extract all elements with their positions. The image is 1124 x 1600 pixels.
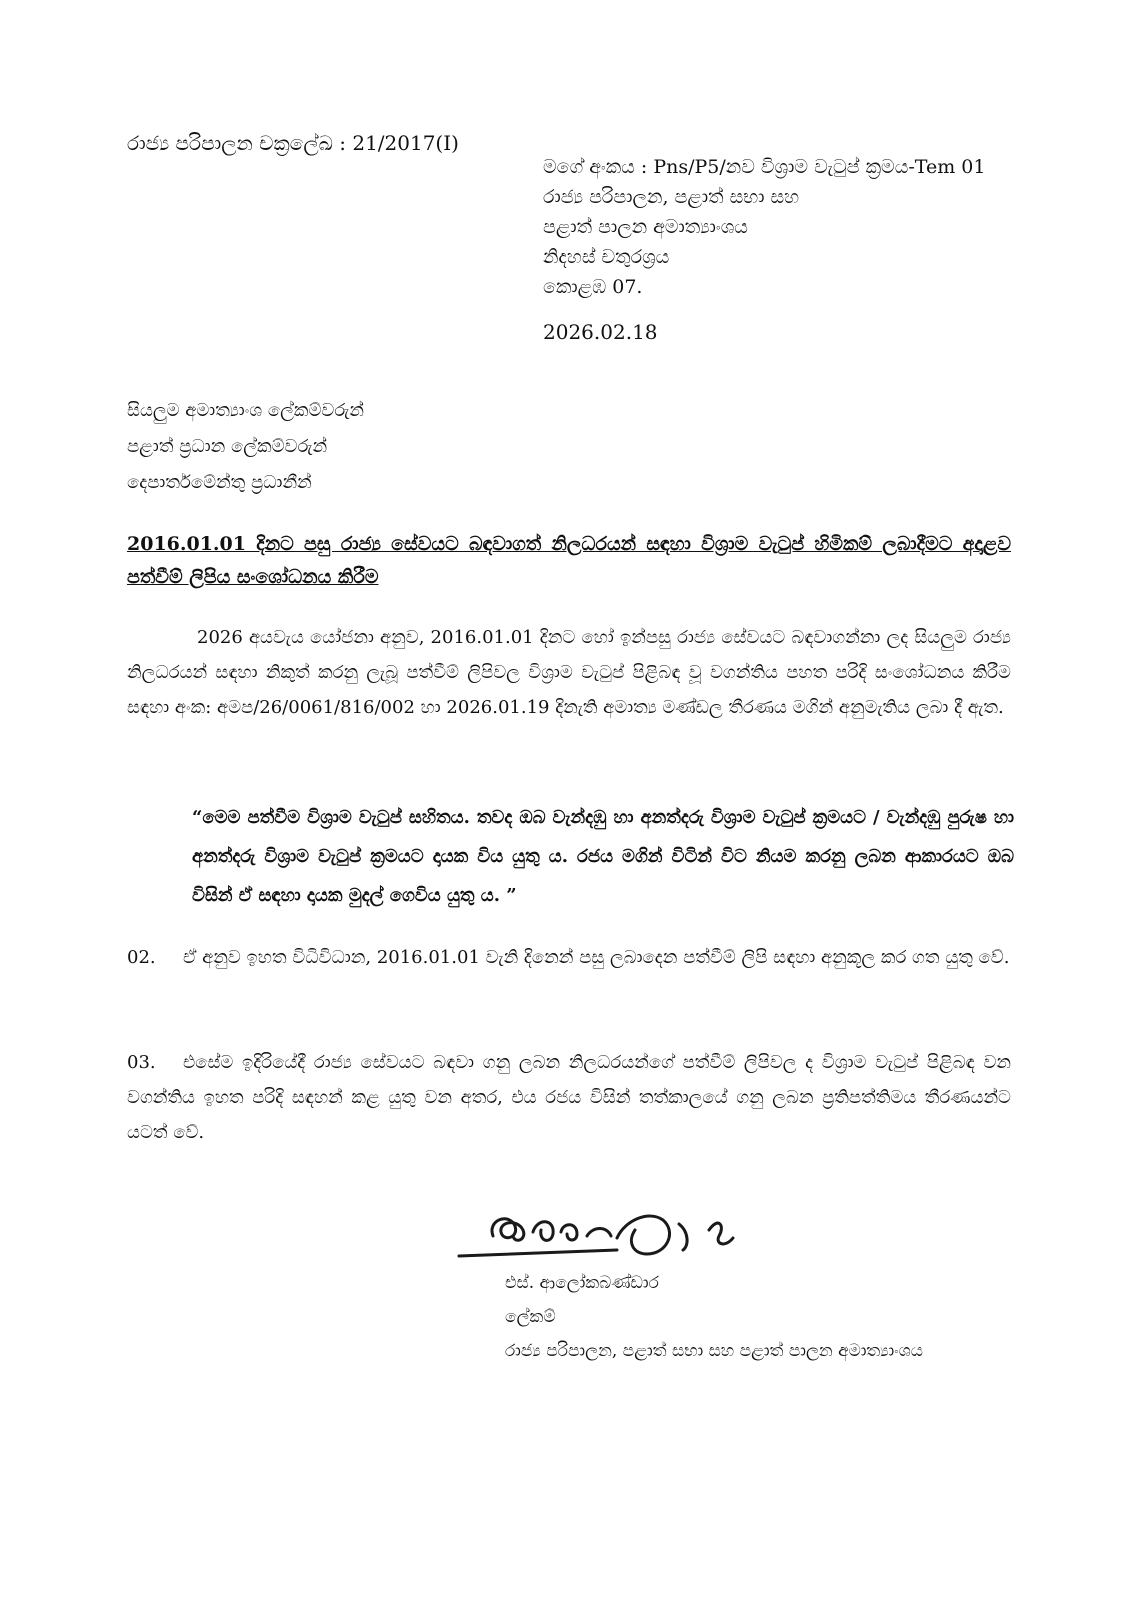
addressee: පළාත් ප්‍රධාන ලේකම්වරුන් (127, 436, 328, 457)
paragraph-2-text: ඒ අනුව ඉහත විධිවිධාන, 2016.01.01 වැනි දිනෙන් පසු ලබාදෙන පත්වීම් ලිපි සඳහා අනුකූල කර ගත යුතු වේ. (183, 947, 1010, 968)
paragraph-2 (127, 940, 1011, 975)
paragraph-3 (127, 1045, 1011, 1150)
signatory-ministry: රාජ්‍ය පරිපාලන, පළාත් සභා සහ පළාත් පාලන අමාත්‍යාංශය (505, 1341, 923, 1361)
reference-block (543, 152, 985, 302)
paragraph-3-text: එසේම ඉදිරියේදී රාජ්‍ය සේවයට බඳවා ගනු ලබන නිලධරයන්ගේ පත්වීම් ලිපිවල ද විශ්‍රාම වැටුප් පිළිබඳ වන වගන්තිය ඉහත පරිදි සඳහන් කළ යුතු වන අතර, එය රජය විසින් තත්කාලයේ ගනු ලබන ප්‍රතිපත්තිමය තීරණයන්ට යටත් වේ. (127, 1052, 1011, 1143)
quoted-clause: “මෙම පත්වීම විශ්‍රාම වැටුප් සහිතය. තවද ඔබ වැන්දඹු හා අනත්දරු විශ්‍රාම වැටුප් ක්‍රමයට / වැන්දඹු පුරුෂ හා අනත්දරු විශ්‍රාම වැටුප් ක්‍රමයට දායක විය යුතු ය. රජය මගින් විටින් විට නියම කරනු ලබන ආකාරයට ඔබ විසින් ඒ සඳහා දායක මුදල් ගෙවිය යුතු ය. ” (192, 807, 1014, 906)
signatory-title: ලේකම් (505, 1307, 556, 1327)
address-line1: නිදහස් චතුරශ්‍රය (543, 246, 670, 268)
signatory-block (505, 1266, 923, 1368)
ministry-name-line2: පළාත් පාලන අමාත්‍යාංශය (543, 216, 748, 238)
reference-number: මගේ අංකය : Pns/P5/නව විශ්‍රාම වැටුප් ක්‍රමය-Tem 01 (543, 156, 986, 178)
circular-number: රාජ්‍ය පරිපාලන චක්‍රලේඛ : 21/2017(I) (127, 131, 459, 155)
letter-date: 2026.02.18 (543, 320, 658, 344)
addressee-list (127, 393, 364, 501)
addressee: දෙපාර්තමේන්තු ප්‍රධානීන් (127, 472, 312, 493)
subject-heading: 2016.01.01 දිනට පසු රාජ්‍ය සේවයට බඳවාගත් නිලධරයන් සඳහා විශ්‍රාම වැටුප් හිමිකම් ලබාදීමට අදාළව පත්වීම් ලිපිය සංශෝධනය කිරීම (127, 533, 1011, 588)
handwritten-signature (457, 1196, 792, 1276)
ministry-name-line1: රාජ්‍ය පරිපාලන, පළාත් සභා සහ (543, 186, 800, 208)
paragraph-1: 2026 අයවැය යෝජනා අනුව, 2016.01.01 දිනට හෝ ඉන්පසු රාජ්‍ය සේවයට බඳවාගන්නා ලද සියලුම රාජ්‍ය නිලධරයන් සඳහා නිකුත් කරනු ලැබූ පත්වීම් ලිපිවල විශ්‍රාම වැටුප් පිළිබඳ වූ වගන්තිය පහත පරිදි සංශෝධනය කිරීම සඳහා අංක: අමප/26/0061/816/002 හා 2026.01.19 දිනැති අමාත්‍ය මණ්ඩල තීරණය මගින් අනුමැතිය ලබා දී ඇත. (127, 627, 1011, 718)
address-line2: කොළඹ 07. (543, 276, 643, 298)
paragraph-number: 03. (127, 1052, 156, 1073)
signatory-name: එස්. ආලෝකබණ්ඩාර (505, 1273, 659, 1293)
addressee: සියලුම අමාත්‍යාංශ ලේකම්වරුන් (127, 400, 365, 421)
paragraph-number: 02. (127, 947, 156, 968)
